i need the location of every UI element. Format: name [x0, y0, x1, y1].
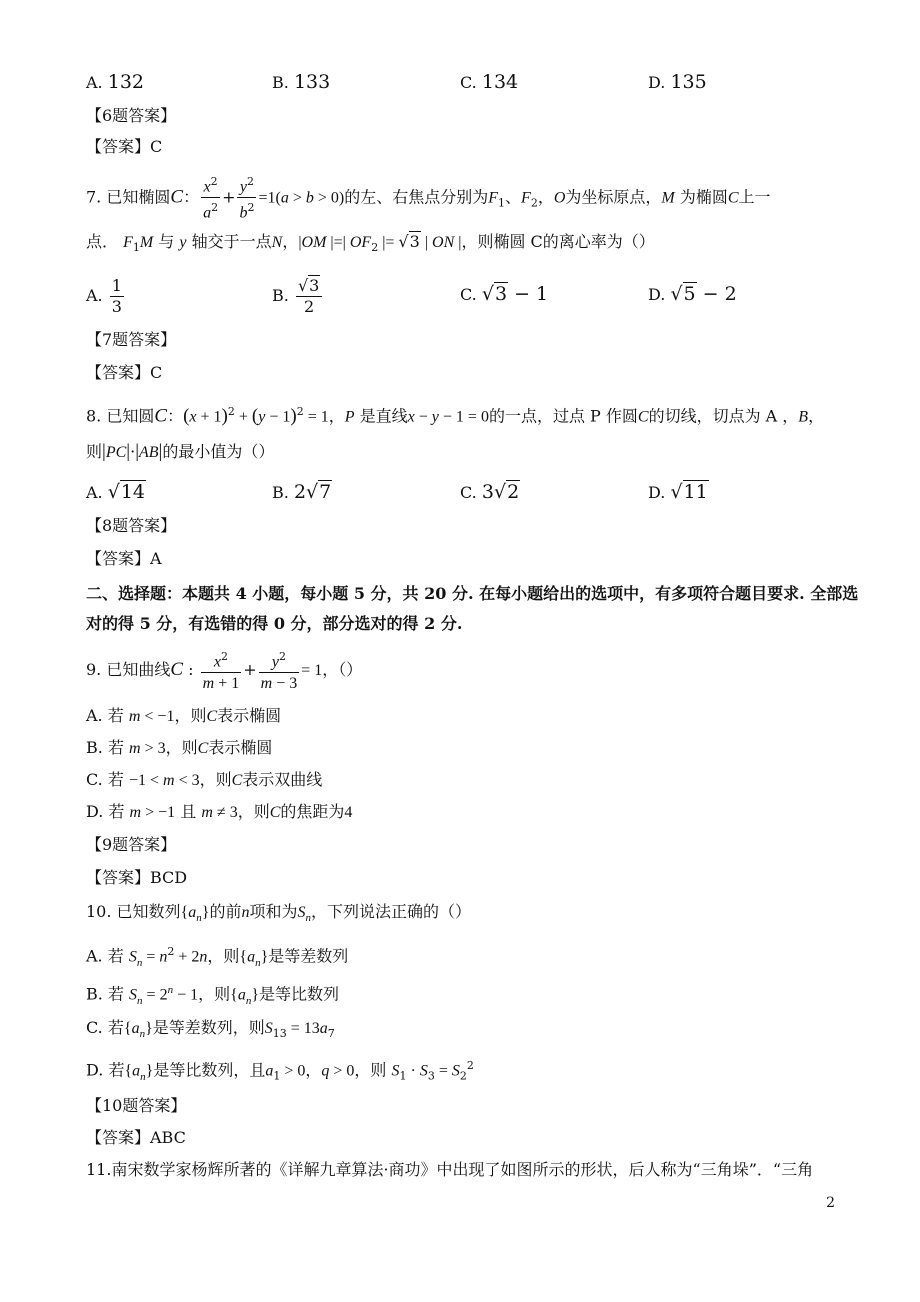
q7-option-d: D. √5 − 2 [648, 283, 737, 305]
q9-option-c: C. 若 −1 < m < 3，则C表示双曲线 [86, 770, 323, 789]
q6-option-a: A. 132 [86, 71, 144, 93]
q8-option-a: A. √14 [86, 481, 146, 503]
section2-heading-line2: 对的得 5 分，有选错的得 0 分，部分选对的得 2 分. [86, 614, 463, 633]
q9-option-a: A. 若 m < −1，则C表示椭圆 [86, 706, 282, 725]
q9-option-b: B. 若 m > 3，则C表示椭圆 [86, 738, 273, 757]
q7-option-a: A. $\frac{1}{3}$ [86, 276, 122, 316]
q10-stem: 10. 已知数列$\{a_n\}$的前n项和为$S_n$，下列说法正确的（） [86, 902, 471, 925]
q8-stem-line1: 8. 已知圆C：$(x + 1)^2 + (y - 1)^2 = 1$，P 是直线x − y − 1 = 0的一点，过点 P 作圆C的切线，切点为 A ，B， [86, 405, 825, 427]
q7-answer: 【答案】C [86, 363, 163, 382]
section2-heading-line1: 二、选择题：本题共 4 小题，每小题 5 分，共 20 分. 在每小题给出的选项中，有多项符合题目要求. 全部选 [86, 584, 859, 603]
q8-answer-heading: 【8题答案】 [86, 516, 177, 535]
q6-option-b: B. 133 [272, 71, 331, 93]
q7-option-b: B. $\frac{√3}{2}$ [272, 272, 324, 320]
q10-option-d: D. 若$\{a_n\}$是等比数列，且$a_1 > 0$，q > 0，则 $S_1 \cdot S_3 = S_2^2$ [86, 1059, 474, 1083]
q7-answer-heading: 【7题答案】 [86, 330, 177, 349]
q9-option-d: D. 若 m > −1 且 m ≠ 3，则C的焦距为4 [86, 802, 353, 821]
q10-option-a: A. 若 $S_n = n^2 + 2n$，则$\{a_n\}$是等差数列 [86, 945, 349, 969]
q6-option-d: D. 135 [648, 71, 707, 93]
q11-stem: 11.南宋数学家杨辉所著的《详解九章算法·商功》中出现了如图所示的形状，后人称为“三角垛”．“三角 [86, 1160, 814, 1179]
q7-option-c: C. √3 − 1 [460, 283, 549, 305]
q7-stem-line2: 点． $F_1M$ 与 y 轴交于一点N，|OM |=| $OF_2$ |= √3 | ON |，则椭圆 C的离心率为（） [86, 232, 655, 255]
q9-answer: 【答案】BCD [86, 868, 188, 887]
q10-option-b: B. 若 $S_n = 2^n - 1$，则$\{a_n\}$是等比数列 [86, 984, 340, 1007]
q8-option-d: D. √11 [648, 481, 708, 503]
q8-option-b: B. 2√7 [272, 481, 332, 503]
q6-answer-heading: 【6题答案】 [86, 106, 177, 125]
q10-answer-heading: 【10题答案】 [86, 1096, 187, 1115]
page-number: 2 [826, 1195, 835, 1211]
q10-answer: 【答案】ABC [86, 1128, 186, 1147]
q9-stem: 9. 已知曲线C : $\frac{x^2}{m + 1}$ + $\frac{y^2}{m - 3}$ = 1，（） [86, 646, 362, 695]
q6-option-c: C. 134 [460, 71, 519, 93]
q8-answer: 【答案】A [86, 549, 162, 568]
q8-stem-line2: 则|PC|·|AB|的最小值为（） [86, 441, 275, 462]
q8-option-c: C. 3√2 [460, 481, 520, 503]
q7-stem-line1: 7. 已知椭圆C： $\frac{x^2}{a^2}$ + $\frac{y^2}{b^2}$ =1(a > b > 0)的左、右焦点分别为$F_1$、$F_2$，O为坐标原点，M 为椭圆C上一 [86, 172, 771, 228]
q6-answer: 【答案】C [86, 137, 163, 156]
q10-option-c: C. 若$\{a_n\}$是等差数列，则$S_{13} = 13a_7$ [86, 1018, 335, 1041]
q9-answer-heading: 【9题答案】 [86, 835, 177, 854]
